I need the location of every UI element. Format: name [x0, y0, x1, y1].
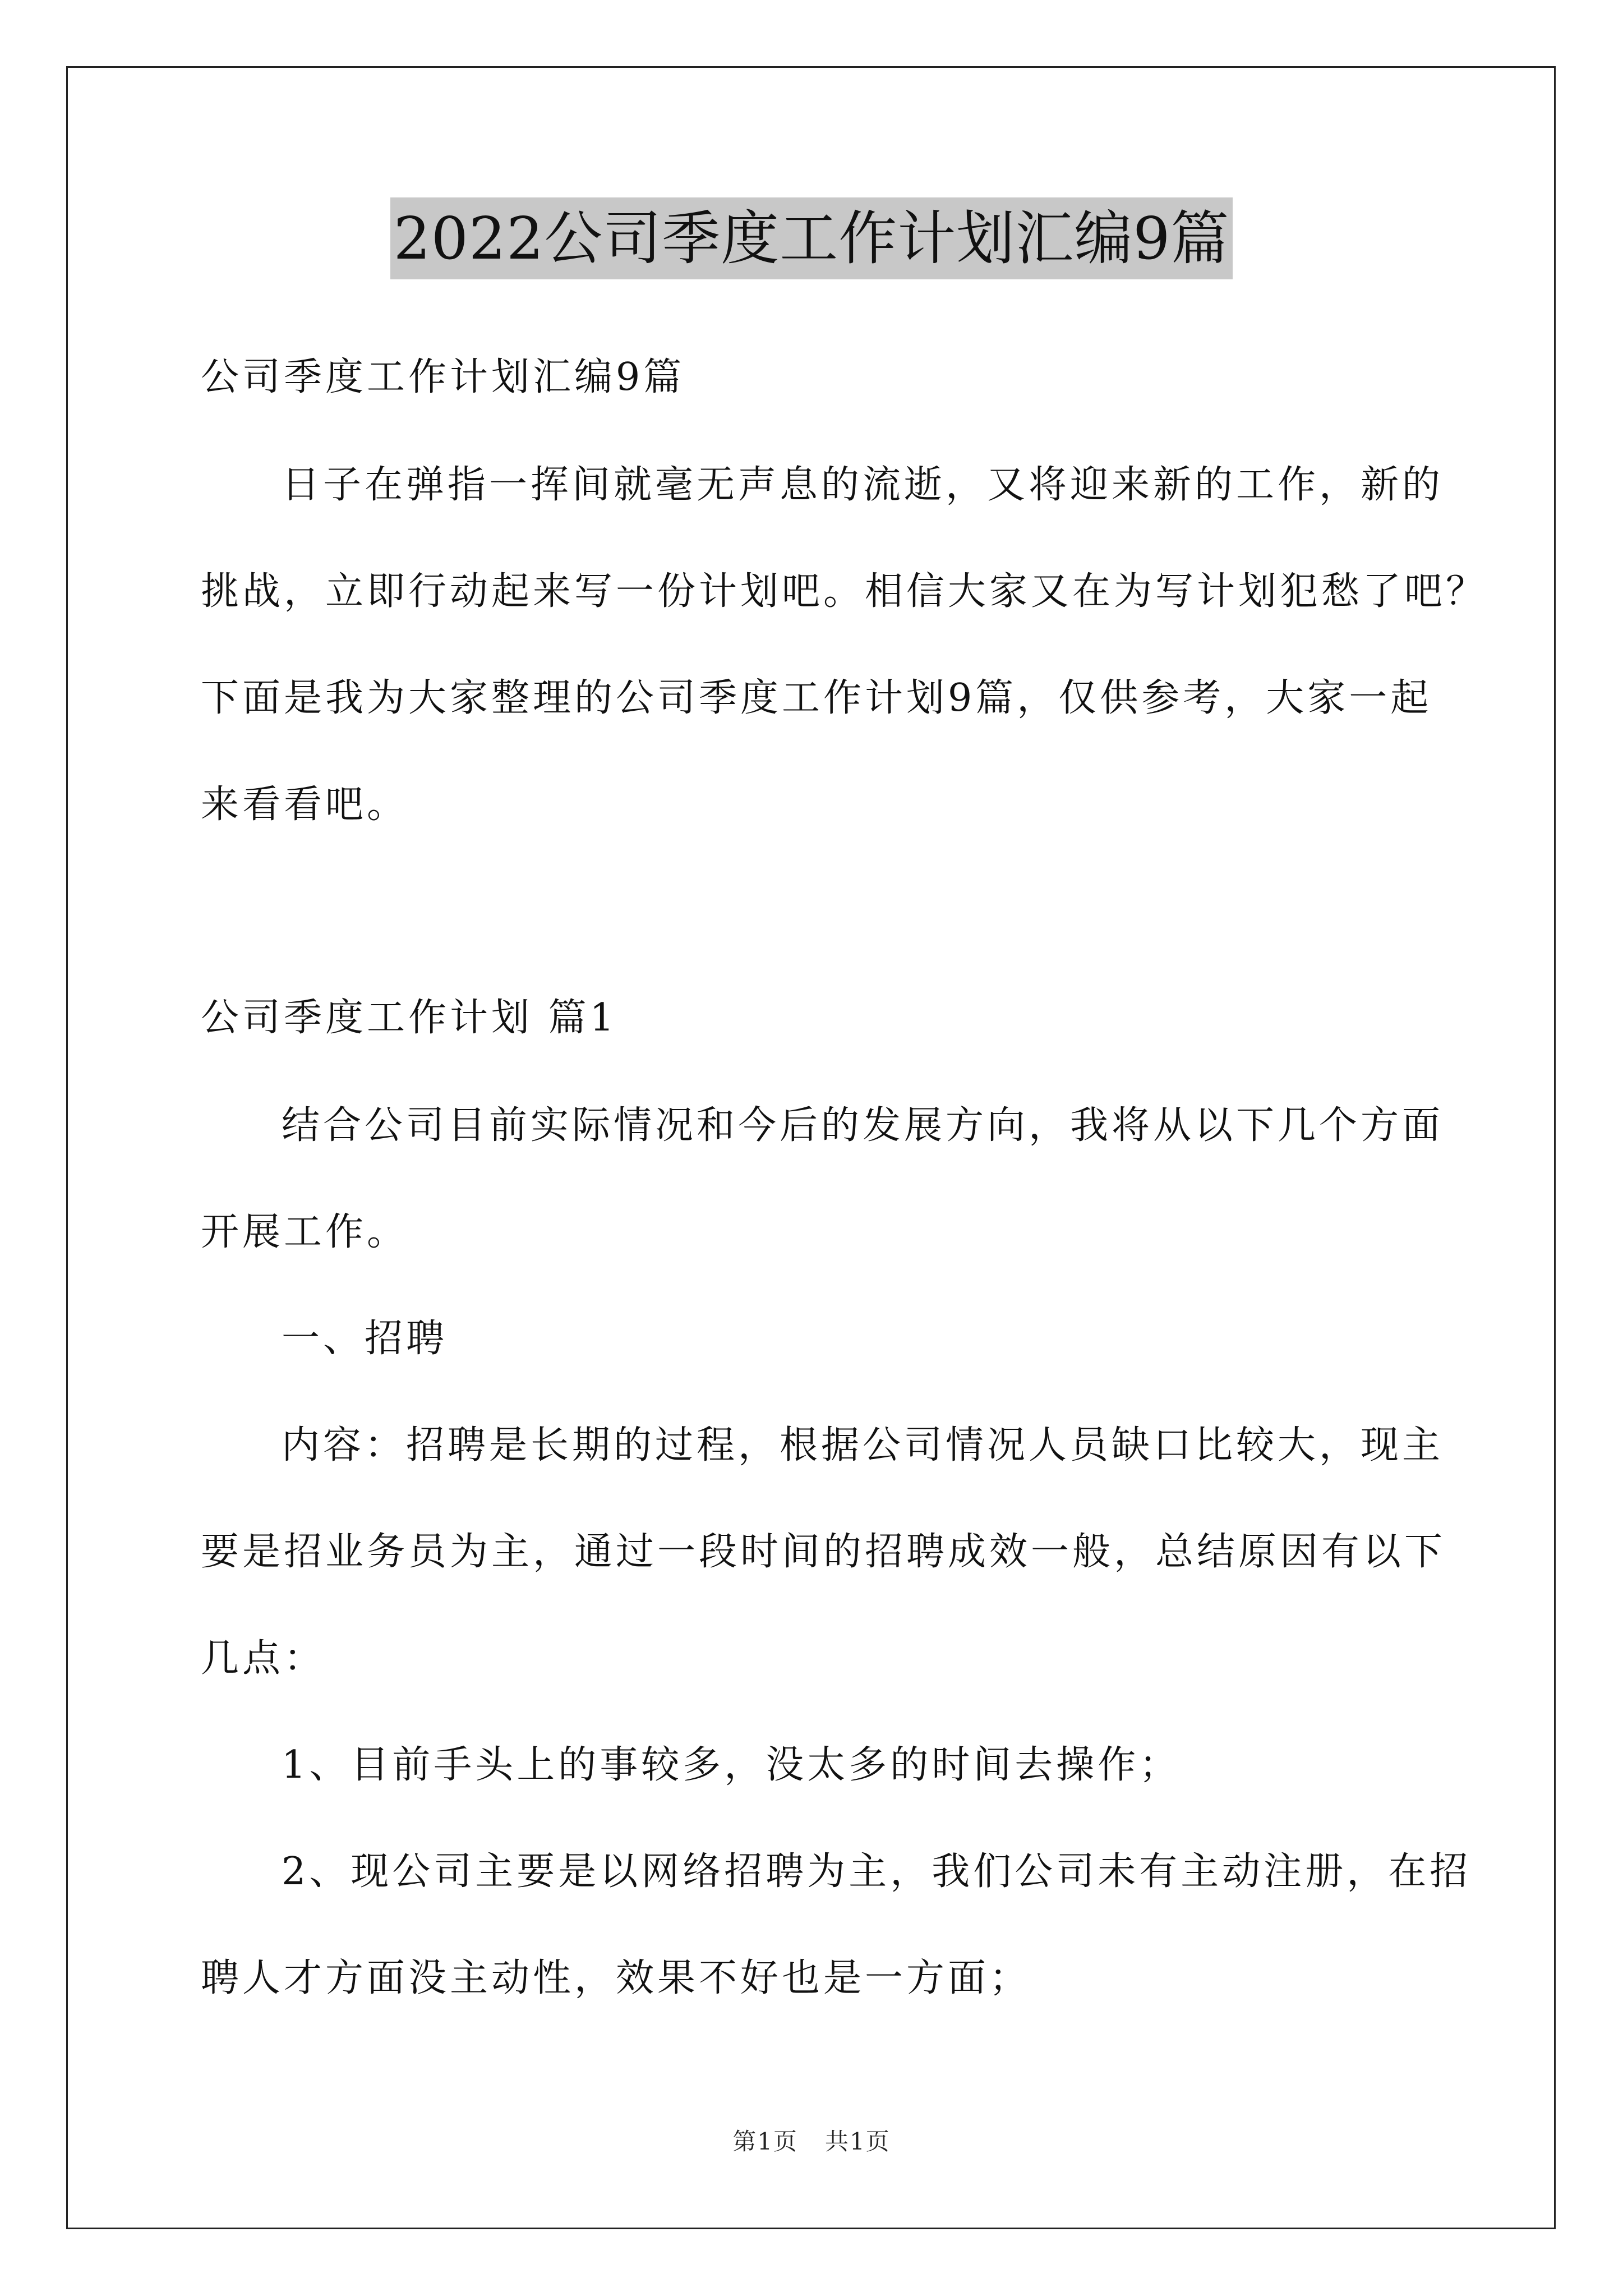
- intro-line-3: 下面是我为大家整理的公司季度工作计划9篇，仅供参考，大家一起: [201, 676, 1432, 720]
- intro-line-1: 日子在弹指一挥间就毫无声息的流逝，又将迎来新的工作，新的: [282, 463, 1444, 507]
- body-line-9: 聘人才方面没主动性，效果不好也是一方面；: [201, 1956, 1031, 2000]
- body-line-4: 内容：招聘是长期的过程，根据公司情况人员缺口比较大，现主: [282, 1423, 1444, 1467]
- body-line-5: 要是招业务员为主，通过一段时间的招聘成效一般，总结原因有以下: [201, 1530, 1446, 1574]
- page-total: 共1页: [825, 2128, 891, 2155]
- body-line-7: 1、目前手头上的事较多，没太多的时间去操作；: [282, 1743, 1181, 1787]
- body-line-3: 一、招聘: [282, 1317, 448, 1361]
- body-line-6: 几点：: [201, 1636, 326, 1681]
- intro-line-2: 挑战，立即行动起来写一份计划吧。相信大家又在为写计划犯愁了吧？: [201, 569, 1488, 614]
- body-line-1: 结合公司目前实际情况和今后的发展方向，我将从以下几个方面: [282, 1103, 1444, 1148]
- body-line-8: 2、现公司主要是以网络招聘为主，我们公司未有主动注册，在招: [282, 1849, 1472, 1894]
- document-subtitle: 公司季度工作计划汇编9篇: [201, 355, 685, 399]
- page-number: 第1页: [732, 2128, 798, 2155]
- intro-line-4: 来看看吧。: [201, 783, 409, 827]
- title-container: [0, 197, 1623, 279]
- section-heading: 公司季度工作计划 篇1: [201, 996, 617, 1040]
- document-title: 2022公司季度工作计划汇编9篇: [390, 197, 1233, 279]
- body-line-2: 开展工作。: [201, 1210, 409, 1254]
- page-footer: [0, 2126, 1623, 2157]
